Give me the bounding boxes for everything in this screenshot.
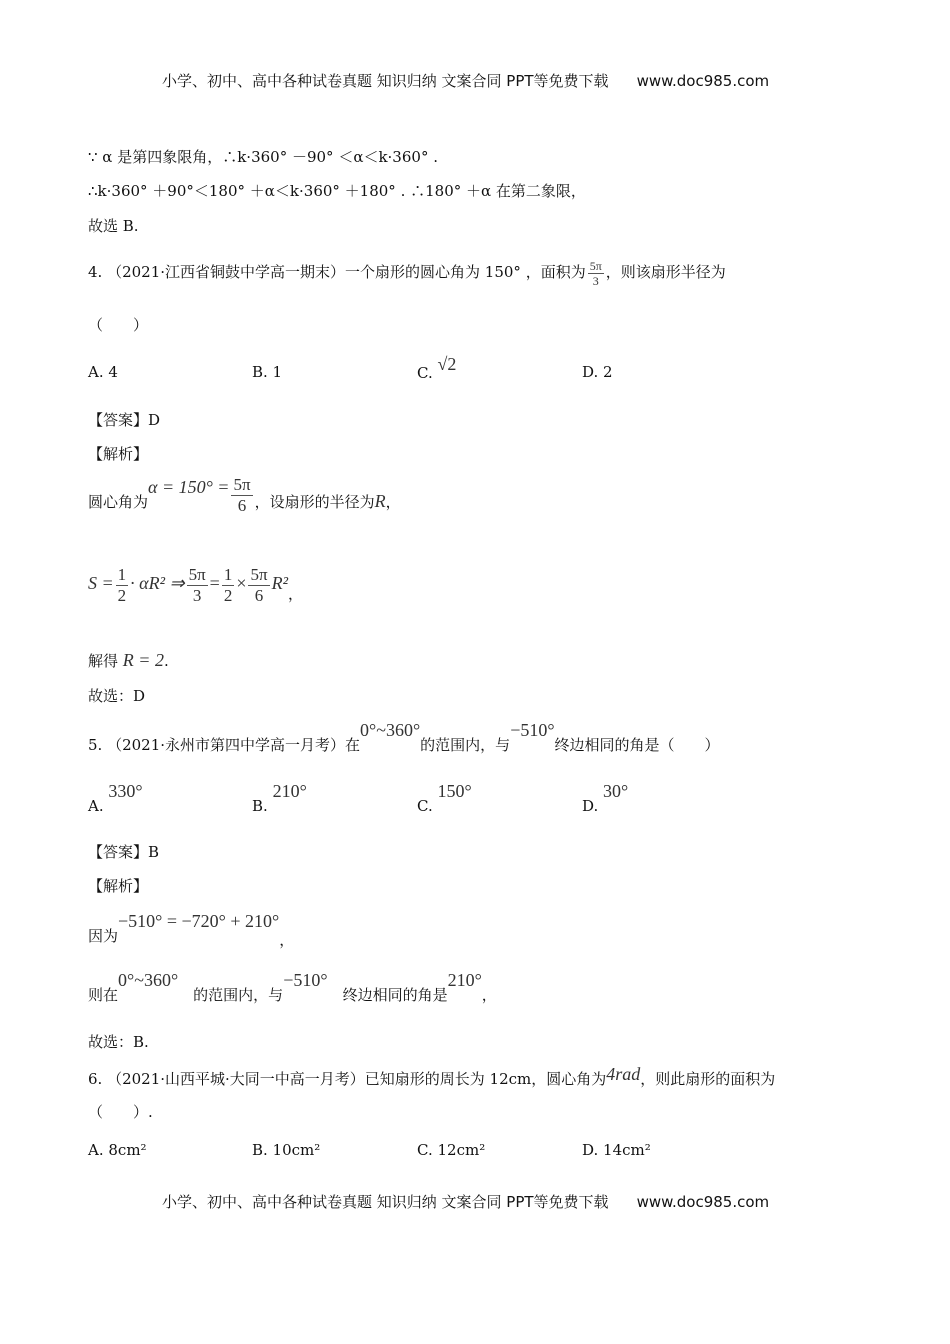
header-text: 小学、初中、高中各种试卷真题 知识归纳 文案合同 PPT等免费下载 xyxy=(162,72,609,90)
text-fragment: 0°~360° xyxy=(360,720,421,740)
text-fragment: C. xyxy=(417,364,433,382)
text-fragment xyxy=(116,565,129,606)
q4-option-b[interactable]: B. 1 xyxy=(252,363,283,381)
q5-choose: 故选：B. xyxy=(88,1033,149,1051)
text-fragment: ， xyxy=(279,931,295,949)
text-fragment: = xyxy=(209,573,220,593)
q5-options xyxy=(0,781,950,819)
text-fragment: 6 xyxy=(254,585,264,605)
q6-option-b[interactable]: B. 10cm² xyxy=(252,1141,321,1159)
q4-choose: 故选：D xyxy=(88,687,146,705)
text-fragment: R = 2 xyxy=(122,650,164,670)
q5-option-a[interactable] xyxy=(88,781,143,816)
q5-option-c[interactable] xyxy=(417,781,472,816)
text-fragment: . xyxy=(163,652,169,670)
text-fragment: 3 xyxy=(192,585,202,605)
q4-stem-text: 4. （2021·江西省铜鼓中学高一期末）一个扇形的圆心角为 150° ，面积为 xyxy=(88,263,586,281)
q4-stem-end: ，则该扇形半径为 xyxy=(605,263,726,281)
q4-area-fraction xyxy=(588,259,604,288)
text-fragment: 3 xyxy=(592,273,599,288)
q4-solution-result xyxy=(88,650,169,671)
q6-option-a[interactable]: A. 8cm² xyxy=(88,1141,147,1159)
prev-line-1: ∵ α 是第四象限角，∴k·360° －90° ＜α＜k·360° . xyxy=(88,148,438,166)
text-fragment: 210° xyxy=(272,781,307,801)
text-fragment: ， xyxy=(481,986,497,1004)
text-fragment: 2 xyxy=(117,585,127,605)
text-fragment: R² xyxy=(271,573,288,593)
q5-answer: 【答案】B xyxy=(88,843,160,861)
text-fragment: −510° = −720° + 210° xyxy=(118,911,280,931)
text-fragment: 4rad xyxy=(606,1064,641,1084)
text-fragment: −510° xyxy=(510,720,555,740)
text-fragment: 0°~360° xyxy=(118,970,179,990)
q5-option-b[interactable] xyxy=(252,781,307,816)
text-fragment: B. xyxy=(252,797,268,815)
text-fragment: 6 xyxy=(237,495,247,515)
text-fragment: −510° xyxy=(283,970,328,990)
text-fragment: √2 xyxy=(437,354,457,374)
text-fragment: · αR² ⇒ xyxy=(130,573,185,593)
q5-option-d[interactable] xyxy=(582,781,629,816)
q6-option-d[interactable]: D. 14cm² xyxy=(582,1141,651,1159)
text-fragment: S = xyxy=(88,573,114,593)
q4-stem xyxy=(88,250,726,294)
text-fragment: 5π xyxy=(233,474,251,494)
text-fragment: 6. （2021·山西平城·大同一中高一月考）已知扇形的周长为 12cm，圆心角为 xyxy=(88,1070,607,1088)
text-fragment: α = 150° = xyxy=(148,477,230,497)
text-fragment: C. xyxy=(417,797,433,815)
q4-option-d[interactable]: D. 2 xyxy=(582,363,613,381)
q4-solution-line-1 xyxy=(88,474,401,525)
text-fragment xyxy=(231,475,252,516)
text-fragment: D. xyxy=(582,797,599,815)
text-fragment: 则在 xyxy=(88,986,119,1004)
prev-line-2: ∴k·360° ＋90°＜180° ＋α＜k·360° ＋180° . ∴180° ＋α 在第二象限， xyxy=(88,182,586,200)
text-fragment xyxy=(187,565,208,606)
q4-option-c[interactable] xyxy=(417,354,457,383)
prev-line-3: 故选 B. xyxy=(88,217,139,235)
text-fragment: 因为 xyxy=(88,927,119,945)
text-fragment: 解得 xyxy=(88,652,119,670)
q4-solution-formula xyxy=(88,560,303,607)
text-fragment: ， xyxy=(385,493,401,511)
footer-text: 小学、初中、高中各种试卷真题 知识归纳 文案合同 PPT等免费下载 xyxy=(162,1193,609,1211)
q5-solution-line-1 xyxy=(88,911,295,949)
page-header xyxy=(162,70,769,91)
text-fragment: A. xyxy=(88,797,104,815)
q5-solution-line-2 xyxy=(88,970,497,1005)
q4-options xyxy=(0,354,950,386)
text-fragment: 圆心角为 xyxy=(88,493,149,511)
text-fragment: 的范围内，与 xyxy=(193,986,284,1004)
text-fragment: 5π xyxy=(250,564,268,584)
text-fragment xyxy=(222,565,235,606)
text-fragment xyxy=(248,565,269,606)
text-fragment: ，则此扇形的面积为 xyxy=(640,1070,776,1088)
q6-paren: （ ）. xyxy=(88,1103,153,1121)
text-fragment: ，设扇形的半径为 xyxy=(254,493,375,511)
q4-paren: （ ） xyxy=(88,316,149,334)
text-fragment: 终边相同的角是 xyxy=(342,986,448,1004)
text-fragment: 5π xyxy=(188,564,206,584)
footer-url[interactable]: www.doc985.com xyxy=(636,1193,770,1211)
q5-stem xyxy=(88,720,720,755)
text-fragment: × xyxy=(236,573,247,593)
text-fragment: 210° xyxy=(447,970,482,990)
text-fragment: 30° xyxy=(603,781,629,801)
text-fragment: 的范围内，与 xyxy=(420,736,511,754)
text-fragment: 1 xyxy=(223,564,233,584)
q6-stem xyxy=(88,1064,776,1089)
page-footer xyxy=(162,1191,769,1212)
text-fragment: 1 xyxy=(117,564,127,584)
text-fragment: 2 xyxy=(223,585,233,605)
q4-analysis-label: 【解析】 xyxy=(88,445,149,463)
text-fragment: 330° xyxy=(108,781,143,801)
header-url[interactable]: www.doc985.com xyxy=(636,72,770,90)
text-fragment: 5π xyxy=(589,258,602,273)
text-fragment: 150° xyxy=(437,781,472,801)
q6-option-c[interactable]: C. 12cm² xyxy=(417,1141,486,1159)
q6-options xyxy=(0,1140,950,1164)
q4-answer: 【答案】D xyxy=(88,411,161,429)
text-fragment: R xyxy=(374,491,386,511)
text-fragment: 5. （2021·永州市第四中学高一月考）在 xyxy=(88,736,361,754)
text-fragment: 终边相同的角是（ ） xyxy=(554,736,720,754)
q4-option-a[interactable]: A. 4 xyxy=(88,363,118,381)
text-fragment: ， xyxy=(287,585,303,603)
q5-analysis-label: 【解析】 xyxy=(88,877,149,895)
